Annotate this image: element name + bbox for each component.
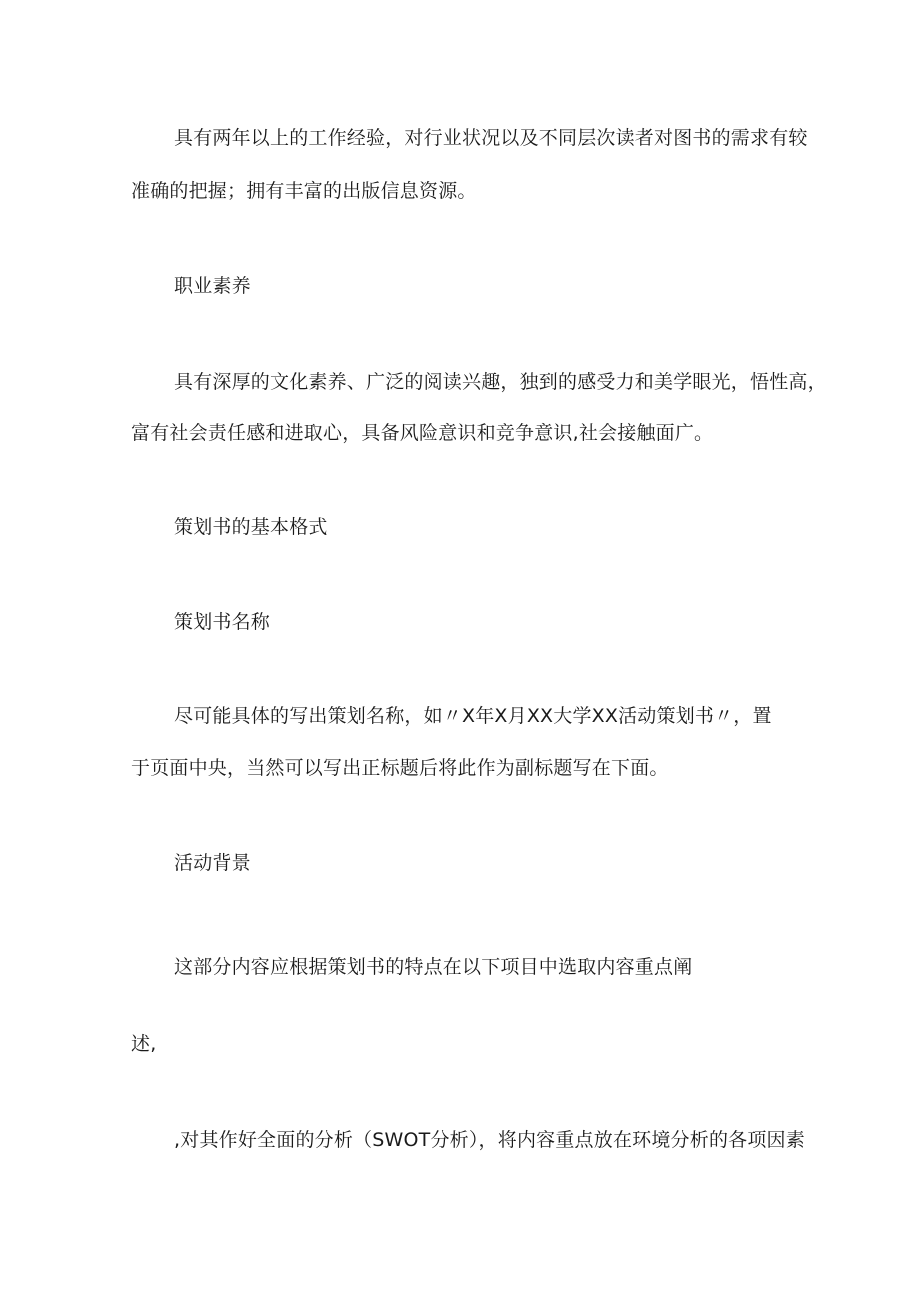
heading-plan-name: 策划书名称 xyxy=(174,611,271,633)
heading-background: 活动背景 xyxy=(174,852,251,874)
paragraph-plan-name-line-2: 于页面中央，当然可以写出正标题后将此作为副标题写在下面。 xyxy=(131,757,669,779)
heading-professional-quality: 职业素养 xyxy=(174,275,251,297)
paragraph-background-line-2: 述, xyxy=(131,1033,157,1055)
paragraph-experience-line-1: 具有两年以上的工作经验，对行业状况以及不同层次读者对图书的需求有较 xyxy=(174,127,808,149)
paragraph-background-line-1: 这部分内容应根据策划书的特点在以下项目中选取内容重点阐 xyxy=(174,956,693,978)
paragraph-quality-line-1: 具有深厚的文化素养、广泛的阅读兴趣，独到的感受力和美学眼光，悟性高， xyxy=(174,371,827,393)
heading-basic-format: 策划书的基本格式 xyxy=(174,516,328,538)
paragraph-plan-name-line-1: 尽可能具体的写出策划名称，如〃X年X月XX大学XX活动策划书〃，置 xyxy=(174,705,772,727)
paragraph-experience-line-2: 准确的把握；拥有丰富的出版信息资源。 xyxy=(131,180,477,202)
paragraph-background-line-3: ,对其作好全面的分析（SWOT分析），将内容重点放在环境分析的各项因素 xyxy=(174,1129,805,1151)
paragraph-quality-line-2: 富有社会责任感和进取心，具备风险意识和竞争意识,社会接触面广。 xyxy=(131,422,714,444)
